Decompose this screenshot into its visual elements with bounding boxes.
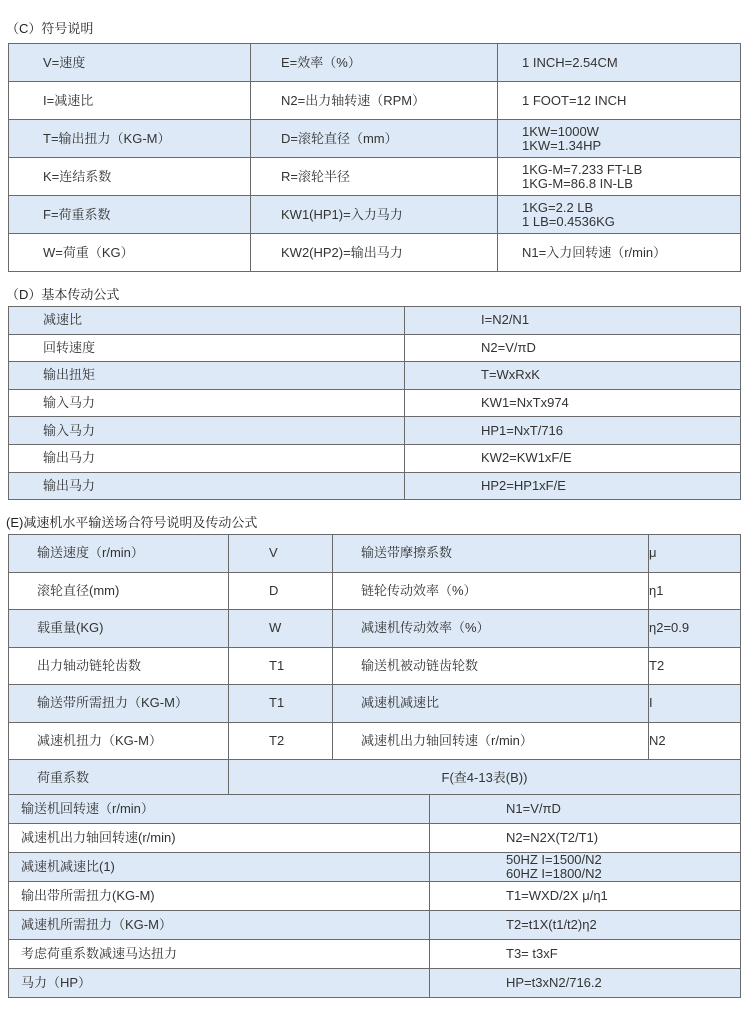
- parameter-symbol: η1: [649, 572, 741, 610]
- conveyor-formula-row: [9, 853, 741, 882]
- cell-line: HP=t3xN2/716.2: [506, 975, 602, 990]
- conveyor-symbol-row: [9, 572, 741, 610]
- symbol-row: [9, 196, 741, 234]
- parameter-name: 减速机扭力（KG-M）: [9, 722, 229, 760]
- cell-line: 1KG-M=7.233 FT-LB: [522, 161, 643, 177]
- symbol-cell: T=输出扭力（KG-M）: [9, 120, 251, 158]
- symbol-cell: KW1(HP1)=入力马力: [251, 196, 498, 234]
- formula-name: 输出带所需扭力(KG-M): [9, 882, 430, 911]
- parameter-symbol: T2: [229, 722, 333, 760]
- parameter-symbol: I: [649, 685, 741, 723]
- formula-value: HP1=NxT/716: [405, 417, 741, 445]
- formula-name: 回转速度: [9, 334, 405, 362]
- cell-line: N2=N2X(T2/T1): [506, 830, 599, 845]
- parameter-symbol: D: [229, 572, 333, 610]
- parameter-symbol: V: [229, 535, 333, 573]
- conveyor-formula-row: [9, 940, 741, 969]
- parameter-name: 链轮传动效率（%）: [333, 572, 649, 610]
- formula-row: [9, 417, 741, 445]
- conversion-cell: [498, 158, 741, 196]
- formula-value: [430, 824, 741, 853]
- cell-line: 1 FOOT=12 INCH: [522, 92, 627, 108]
- formula-name: 减速机所需扭力（KG-M）: [9, 911, 430, 940]
- parameter-symbol: η2=0.9: [649, 610, 741, 648]
- conveyor-formula-row: [9, 795, 741, 824]
- parameter-name: 减速机减速比: [333, 685, 649, 723]
- symbol-cell: V=速度: [9, 44, 251, 82]
- formula-name: 输出马力: [9, 444, 405, 472]
- formula-row: [9, 472, 741, 500]
- formula-name: 减速机出力轴回转速(r/min): [9, 824, 430, 853]
- load-factor-row: [9, 760, 741, 798]
- formula-row: [9, 389, 741, 417]
- formula-row: [9, 307, 741, 335]
- conveyor-symbol-table: [8, 534, 741, 798]
- formula-value: T=WxRxK: [405, 362, 741, 390]
- symbol-row: [9, 82, 741, 120]
- basic-formula-table: [8, 306, 741, 500]
- parameter-name: 出力轴动链轮齿数: [9, 647, 229, 685]
- formula-value: [430, 795, 741, 824]
- cell-line: N1=入力回转速（r/min）: [522, 244, 667, 260]
- formula-name: 输入马力: [9, 417, 405, 445]
- section-e-title: (E)减速机水平输送场合符号说明及传动公式: [6, 515, 258, 530]
- formula-name: 减速比: [9, 307, 405, 335]
- symbol-cell: W=荷重（KG）: [9, 234, 251, 272]
- conveyor-symbol-row: [9, 610, 741, 648]
- formula-name: 输出扭矩: [9, 362, 405, 390]
- cell-line: T2=t1X(t1/t2)η2: [506, 917, 597, 932]
- formula-name: 输入马力: [9, 389, 405, 417]
- conveyor-formula-row: [9, 969, 741, 998]
- conveyor-symbol-row: [9, 722, 741, 760]
- conversion-cell: [498, 82, 741, 120]
- cell-line: T3= t3xF: [506, 946, 558, 961]
- formula-value: [430, 882, 741, 911]
- parameter-name: 荷重系数: [9, 760, 229, 798]
- cell-line: 60HZ I=1800/N2: [506, 866, 602, 881]
- formula-value: [430, 969, 741, 998]
- symbol-cell: KW2(HP2)=输出马力: [251, 234, 498, 272]
- symbol-cell: K=连结系数: [9, 158, 251, 196]
- conversion-cell: [498, 120, 741, 158]
- symbol-cell: R=滚轮半径: [251, 158, 498, 196]
- formula-value: [430, 853, 741, 882]
- conveyor-formula-row: [9, 824, 741, 853]
- symbol-row: [9, 158, 741, 196]
- formula-value: N2=V/πD: [405, 334, 741, 362]
- parameter-symbol: T1: [229, 685, 333, 723]
- parameter-name: 输送带摩擦系数: [333, 535, 649, 573]
- cell-line: T1=WXD/2X μ/η1: [506, 888, 608, 903]
- parameter-name: 滚轮直径(mm): [9, 572, 229, 610]
- symbol-cell: E=效率（%）: [251, 44, 498, 82]
- cell-line: 1KG-M=86.8 IN-LB: [522, 175, 633, 191]
- formula-name: 输送机回转速（r/min）: [9, 795, 430, 824]
- symbol-cell: F=荷重系数: [9, 196, 251, 234]
- formula-value: HP2=HP1xF/E: [405, 472, 741, 500]
- conveyor-symbol-row: [9, 647, 741, 685]
- symbol-row: [9, 120, 741, 158]
- parameter-symbol: μ: [649, 535, 741, 573]
- cell-line: N1=V/πD: [506, 801, 561, 816]
- conveyor-formula-row: [9, 882, 741, 911]
- formula-name: 马力（HP）: [9, 969, 430, 998]
- cell-line: 50HZ I=1500/N2: [506, 852, 602, 867]
- conveyor-symbol-row: [9, 685, 741, 723]
- parameter-name: 输送速度（r/min）: [9, 535, 229, 573]
- conversion-cell: [498, 196, 741, 234]
- symbol-row: [9, 44, 741, 82]
- parameter-name: 减速机出力轴回转速（r/min）: [333, 722, 649, 760]
- formula-row: [9, 362, 741, 390]
- parameter-symbol: W: [229, 610, 333, 648]
- formula-value: KW1=NxTx974: [405, 389, 741, 417]
- cell-line: 1KG=2.2 LB: [522, 199, 594, 215]
- section-d-title: （D）基本传动公式: [6, 287, 120, 302]
- formula-name: 减速机减速比(1): [9, 853, 430, 882]
- parameter-name: 输送机被动链齿轮数: [333, 647, 649, 685]
- symbol-cell: D=滚轮直径（mm）: [251, 120, 498, 158]
- formula-name: 输出马力: [9, 472, 405, 500]
- formula-row: [9, 444, 741, 472]
- conveyor-formula-row: [9, 911, 741, 940]
- formula-value: KW2=KW1xF/E: [405, 444, 741, 472]
- conversion-cell: [498, 234, 741, 272]
- symbol-cell: I=减速比: [9, 82, 251, 120]
- formula-name: 考虑荷重系数减速马达扭力: [9, 940, 430, 969]
- symbol-row: [9, 234, 741, 272]
- cell-line: 1KW=1000W: [522, 123, 599, 139]
- parameter-symbol: T1: [229, 647, 333, 685]
- parameter-symbol: F(查4-13表(B)): [229, 760, 741, 798]
- cell-line: 1 LB=0.4536KG: [522, 213, 615, 229]
- cell-line: 1 INCH=2.54CM: [522, 54, 618, 70]
- formula-value: I=N2/N1: [405, 307, 741, 335]
- symbol-cell: N2=出力轴转速（RPM）: [251, 82, 498, 120]
- parameter-name: 减速机传动效率（%）: [333, 610, 649, 648]
- section-c-title: （C）符号说明: [6, 21, 94, 36]
- parameter-name: 载重量(KG): [9, 610, 229, 648]
- formula-row: [9, 334, 741, 362]
- conveyor-symbol-row: [9, 535, 741, 573]
- parameter-symbol: N2: [649, 722, 741, 760]
- parameter-name: 输送带所需扭力（KG-M）: [9, 685, 229, 723]
- formula-value: [430, 940, 741, 969]
- conversion-cell: [498, 44, 741, 82]
- cell-line: 1KW=1.34HP: [522, 137, 602, 153]
- formula-value: [430, 911, 741, 940]
- symbol-table: [8, 43, 741, 272]
- conveyor-formula-table: [8, 794, 741, 998]
- parameter-symbol: T2: [649, 647, 741, 685]
